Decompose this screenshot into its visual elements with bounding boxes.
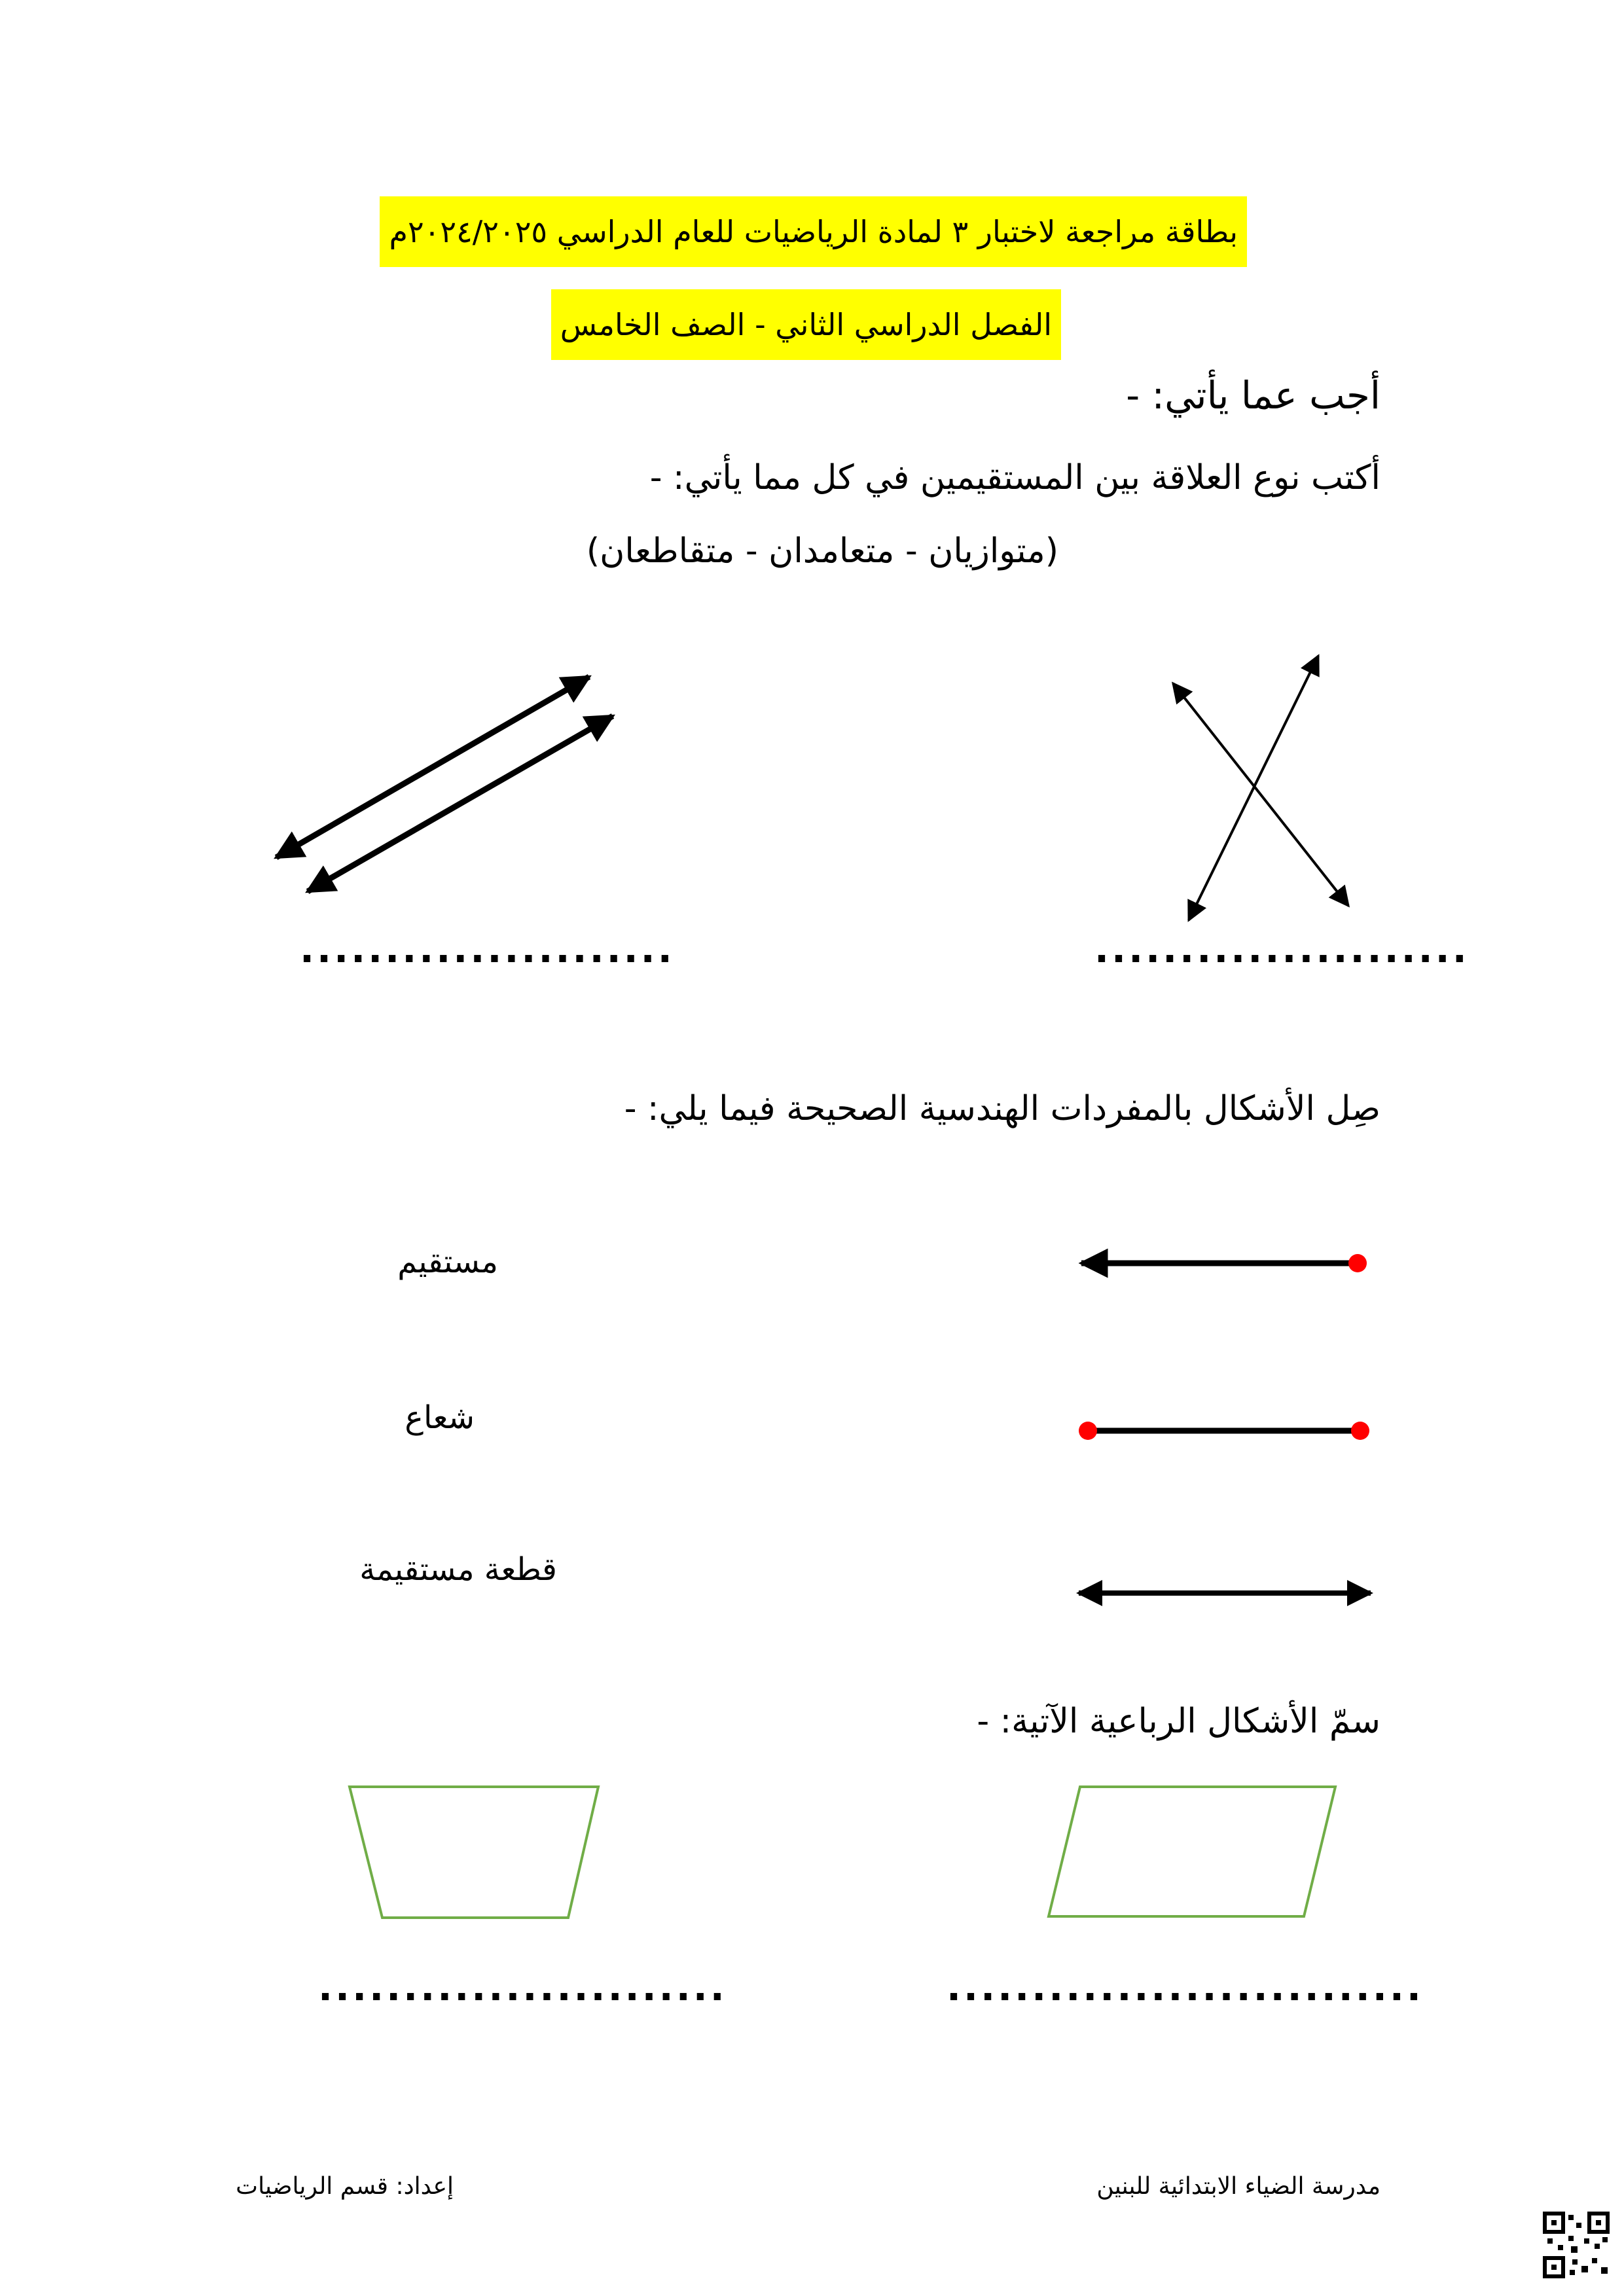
question-quadrilaterals: سمّ الأشكال الرباعية الآتية: - <box>977 1702 1380 1741</box>
answer-blank-trapezoid[interactable]: ........................ <box>318 1965 727 2009</box>
trapezoid-shape <box>350 1787 598 1918</box>
main-instruction: أجب عما يأتي: - <box>1126 373 1380 418</box>
intersecting-lines-figure <box>1173 656 1348 920</box>
segment-endpoint-right <box>1351 1422 1369 1440</box>
question-match: صِل الأشكال بالمفردات الهندسية الصحيحة فيما يلي: - <box>624 1089 1380 1128</box>
term-segment: قطعة مستقيمة <box>359 1551 557 1588</box>
title-line-1: بطاقة مراجعة لاختبار ٣ لمادة الرياضيات للعام الدراسي ٢٠٢٤/٢٠٢٥م <box>380 196 1247 267</box>
segment-figure <box>1079 1422 1369 1440</box>
term-ray: شعاع <box>405 1399 475 1436</box>
ray-endpoint <box>1348 1254 1367 1272</box>
title-line-2: الفصل الدراسي الثاني - الصف الخامس <box>551 289 1061 360</box>
parallel-lines-figure <box>276 677 613 891</box>
answer-blank-parallelogram[interactable]: ............................ <box>947 1965 1424 2009</box>
qr-code <box>1543 2212 1609 2278</box>
parallel-line-upper <box>276 677 589 857</box>
segment-endpoint-left <box>1079 1422 1097 1440</box>
footer-school: مدرسة الضياء الابتدائية للبنين <box>1096 2173 1380 2200</box>
intersecting-line-b <box>1189 656 1318 920</box>
footer-prepared-by: إعداد: قسم الرياضيات <box>236 2173 454 2200</box>
parallelogram-shape <box>1049 1787 1335 1916</box>
term-line: مستقيم <box>397 1244 498 1280</box>
question-relation: أكتب نوع العلاقة بين المستقيمين في كل مما يأتي: - <box>649 458 1380 497</box>
ray-figure <box>1081 1254 1367 1272</box>
answer-blank-parallel[interactable]: ...................... <box>300 927 675 971</box>
parallel-line-lower <box>308 716 613 891</box>
relation-choices: (متوازيان - متعامدان - متقاطعان) <box>586 531 1058 571</box>
answer-blank-intersecting[interactable]: ...................... <box>1094 927 1470 971</box>
intersecting-line-a <box>1173 683 1348 906</box>
